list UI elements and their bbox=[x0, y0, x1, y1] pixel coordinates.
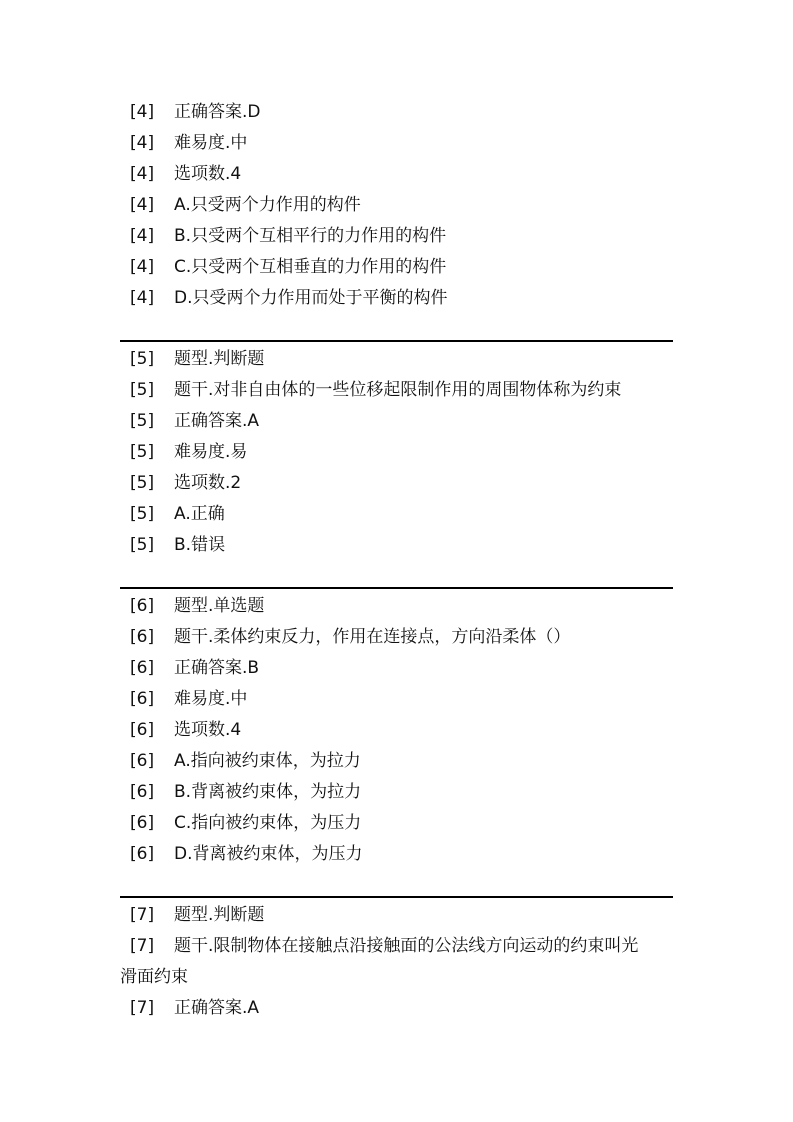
text-line: [4] D.只受两个力作用而处于平衡的构件 bbox=[130, 288, 448, 308]
text-line: [5] 正确答案.A bbox=[130, 411, 260, 431]
text-line: [6] 选项数.4 bbox=[130, 720, 242, 740]
text-line: [5] 题干.对非自由体的一些位移起限制作用的周围物体称为约束 bbox=[130, 380, 622, 400]
text-line: [6] 正确答案.B bbox=[130, 658, 260, 678]
section-divider bbox=[120, 896, 673, 898]
text-line: [7] 正确答案.A bbox=[130, 998, 260, 1018]
text-line: [7] 题干.限制物体在接触点沿接触面的公法线方向运动的约束叫光 bbox=[130, 936, 639, 956]
text-line: [5] B.错误 bbox=[130, 535, 226, 555]
text-line: [4] B.只受两个互相平行的力作用的构件 bbox=[130, 226, 447, 246]
text-line: [6] 题干.柔体约束反力，作用在连接点，方向沿柔体（） bbox=[130, 627, 571, 647]
text-line: [4] A.只受两个力作用的构件 bbox=[130, 195, 361, 215]
text-line: [4] 难易度.中 bbox=[130, 133, 248, 153]
text-line: [6] 难易度.中 bbox=[130, 689, 248, 709]
text-line: [4] 正确答案.D bbox=[130, 102, 261, 122]
text-line: [5] 选项数.2 bbox=[130, 473, 242, 493]
text-line: [6] 题型.单选题 bbox=[130, 596, 265, 616]
text-line: [4] C.只受两个互相垂直的力作用的构件 bbox=[130, 257, 447, 277]
text-line: [6] A.指向被约束体，为拉力 bbox=[130, 751, 361, 771]
text-line: [6] D.背离被约束体，为压力 bbox=[130, 844, 363, 864]
section-divider bbox=[120, 340, 673, 342]
section-divider bbox=[120, 587, 673, 589]
text-line: [6] C.指向被约束体，为压力 bbox=[130, 813, 362, 833]
text-line: [5] 题型.判断题 bbox=[130, 349, 265, 369]
text-line: [4] 选项数.4 bbox=[130, 164, 242, 184]
text-line-continuation: 滑面约束 bbox=[120, 967, 188, 987]
text-line: [5] 难易度.易 bbox=[130, 442, 248, 462]
text-line: [5] A.正确 bbox=[130, 504, 225, 524]
text-line: [6] B.背离被约束体，为拉力 bbox=[130, 782, 362, 802]
text-line: [7] 题型.判断题 bbox=[130, 905, 265, 925]
